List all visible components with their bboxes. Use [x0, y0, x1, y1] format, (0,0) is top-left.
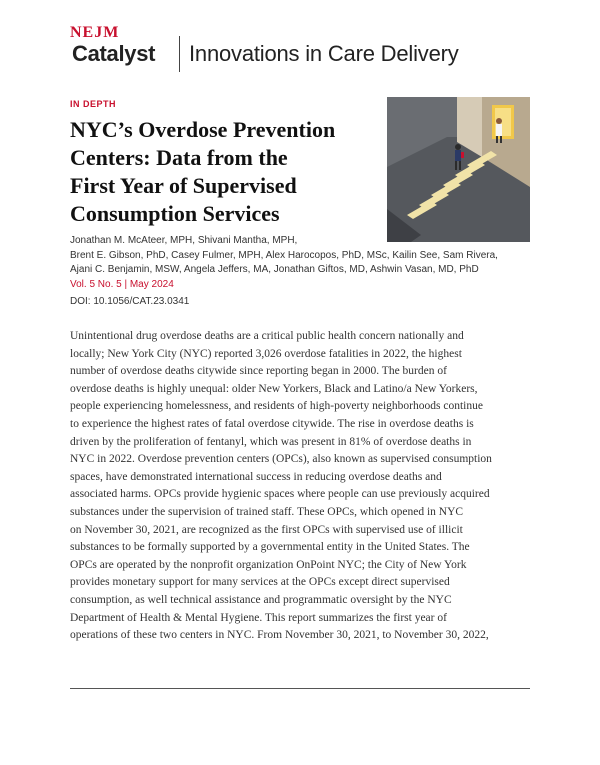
- volume-info: Vol. 5 No. 5 | May 2024: [70, 279, 174, 290]
- body-line: Unintentional drug overdose deaths are a critical public health concern nationally and: [70, 330, 464, 342]
- author-list: [70, 234, 540, 278]
- article-title: [70, 116, 390, 228]
- author-line: Brent E. Gibson, PhD, Casey Fulmer, MPH, Alex Harocopos, PhD, MSc, Kailin See, Sam Rivera,: [70, 249, 498, 261]
- body-line: number of overdose deaths citywide since reporting began in 2000. The burden of: [70, 365, 447, 378]
- body-line: overdose deaths is highly unequal: older New Yorkers, Black and Latino/a New Yorkers,: [70, 382, 478, 395]
- title-line: Consumption Services: [70, 201, 280, 226]
- body-line: operations of these two centers in NYC. From November 30, 2021, to November 30, 2022,: [70, 629, 489, 642]
- article-body: [70, 328, 540, 645]
- body-line: on November 30, 2021, are recognized as the first OPCs with supervised use of illicit: [70, 523, 463, 536]
- section-label: IN DEPTH: [70, 99, 117, 109]
- body-line: associated harms. OPCs provide hygienic spaces where people can use previously acquired: [70, 488, 490, 501]
- author-line: Jonathan M. McAteer, MPH, Shivani Mantha, MPH,: [70, 235, 298, 246]
- body-line: Department of Health & Mental Hygiene. This report summarizes the first year of: [70, 611, 447, 624]
- body-line: provides monetary support for many services at the OPCs except direct supervised: [70, 576, 450, 589]
- body-line: driven by the proliferation of fentanyl, which was present in 81% of overdose deaths in: [70, 435, 472, 448]
- body-line: NYC in 2022. Overdose prevention centers (OPCs), also known as supervised consumption: [70, 453, 492, 466]
- body-line: people experiencing homelessness, and residents of high-poverty neighborhoods continue: [70, 400, 483, 413]
- body-line: consumption, as well technical assistance and programmatic oversight by the NYC: [70, 593, 452, 606]
- article-illustration: [387, 97, 530, 242]
- journal-tagline: Innovations in Care Delivery: [189, 41, 459, 66]
- title-line: Centers: Data from the: [70, 145, 288, 170]
- catalyst-logo: Catalyst: [72, 41, 156, 66]
- doi-link[interactable]: DOI: 10.1056/CAT.23.0341: [70, 296, 190, 307]
- author-line: Ajani C. Benjamin, MSW, Angela Jeffers, MA, Jonathan Giftos, MD, Ashwin Vasan, MD, PhD: [70, 264, 479, 275]
- body-line: spaces, have demonstrated international success in reducing overdose deaths and: [70, 470, 442, 483]
- body-line: to experience the highest rates of fatal overdose citywide. The rise in overdose deaths is: [70, 417, 474, 430]
- body-line: substances under the supervision of trained staff. These OPCs, which opened in NYC: [70, 505, 464, 518]
- body-line: substances to be formally supported by a governmental entity in the United States. The: [70, 541, 470, 554]
- footer-divider: [70, 688, 530, 689]
- header-divider: [179, 36, 180, 72]
- nejm-logo: NEJM: [70, 24, 120, 41]
- body-line: locally; New York City (NYC) reported 3,026 overdose fatalities in 2022, the highest: [70, 347, 462, 360]
- title-line: NYC’s Overdose Prevention: [70, 117, 336, 142]
- title-line: First Year of Supervised: [70, 173, 297, 198]
- body-line: OPCs are operated by the nonprofit organization OnPoint NYC; the City of New York: [70, 558, 467, 571]
